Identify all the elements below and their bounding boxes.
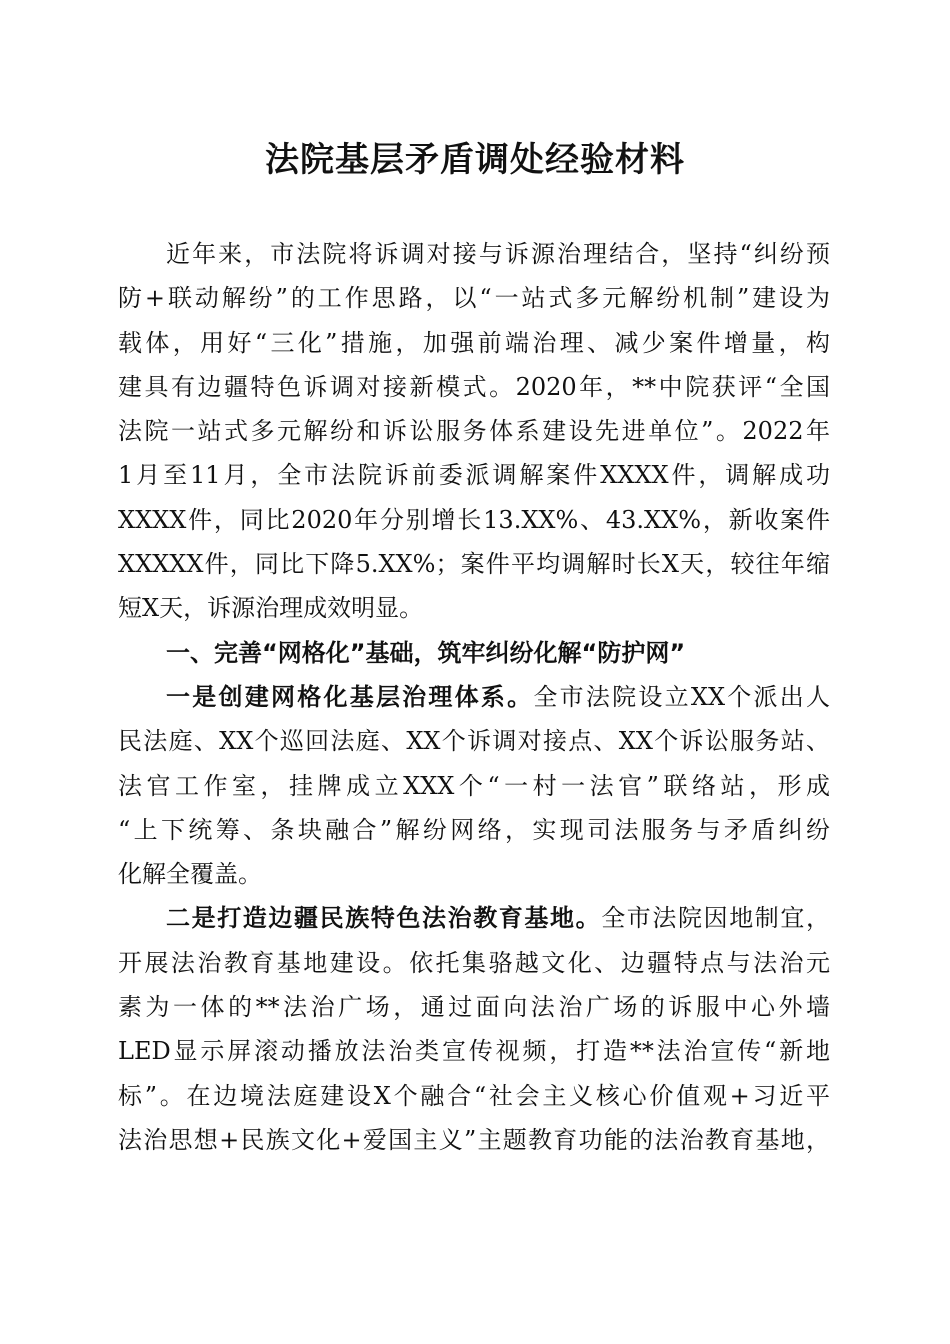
text-line: 防+联动解纷”的工作思路，以“一站式多元解纷机制”建设为 <box>118 284 830 313</box>
section-heading: 一、完善“网格化”基础，筑牢纠纷化解“防护网” <box>166 638 686 667</box>
text-line: 建具有边疆特色诉调对接新模式。2020年，**中院获评“全国 <box>118 372 830 401</box>
document-body <box>118 232 830 1162</box>
text-line: 载体，用好“三化”措施，加强前端治理、减少案件增量，构 <box>118 328 830 357</box>
text-line: 短X天，诉源治理成效明显。 <box>118 594 424 623</box>
text-span: 全市法院设立XX个派出人 <box>533 682 830 711</box>
text-line: XXXX件，同比2020年分别增长13.XX%、43.XX%，新收案件 <box>118 505 830 534</box>
text-line: 法官工作室，挂牌成立XXX个“一村一法官”联络站，形成 <box>118 771 830 800</box>
text-line: 化解全覆盖。 <box>118 860 262 889</box>
text-line: “上下统筹、条块融合”解纷网络，实现司法服务与矛盾纠纷 <box>118 815 830 844</box>
paragraph-lead: 二是打造边疆民族特色法治教育基地。 <box>166 903 602 933</box>
text-line: 近年来，市法院将诉调对接与诉源治理结合，坚持“纠纷预 <box>166 240 830 268</box>
text-line: XXXXX件，同比下降5.XX%；案件平均调解时长X天，较往年缩 <box>118 550 830 579</box>
paragraph-education-base <box>118 896 830 1162</box>
text-line: 素为一体的**法治广场，通过面向法治广场的诉服中心外墙 <box>118 993 830 1022</box>
text-line: 法治思想+民族文化+爱国主义”主题教育功能的法治教育基地， <box>118 1125 830 1154</box>
paragraph-grid-system <box>118 675 830 896</box>
text-span: 全市法院因地制宜， <box>601 904 830 933</box>
text-line: 1月至11月，全市法院诉前委派调解案件XXXX件，调解成功 <box>118 461 830 490</box>
text-line: 开展法治教育基地建设。依托集骆越文化、边疆特点与法治元 <box>118 948 830 977</box>
text-line: 法院一站式多元解纷和诉讼服务体系建设先进单位”。2022年 <box>118 417 830 446</box>
intro-paragraph <box>118 232 830 631</box>
text-line: LED显示屏滚动播放法治类宣传视频，打造**法治宣传“新地 <box>118 1037 830 1066</box>
paragraph-lead: 一是创建网格化基层治理体系。 <box>166 681 534 711</box>
text-line: 标”。在边境法庭建设X个融合“社会主义核心价值观+习近平 <box>118 1081 830 1110</box>
text-line <box>118 675 830 719</box>
text-line <box>118 896 830 940</box>
document-title: 法院基层矛盾调处经验材料 <box>265 140 685 180</box>
text-line: 民法庭、XX个巡回法庭、XX个诉调对接点、XX个诉讼服务站、 <box>118 727 830 756</box>
